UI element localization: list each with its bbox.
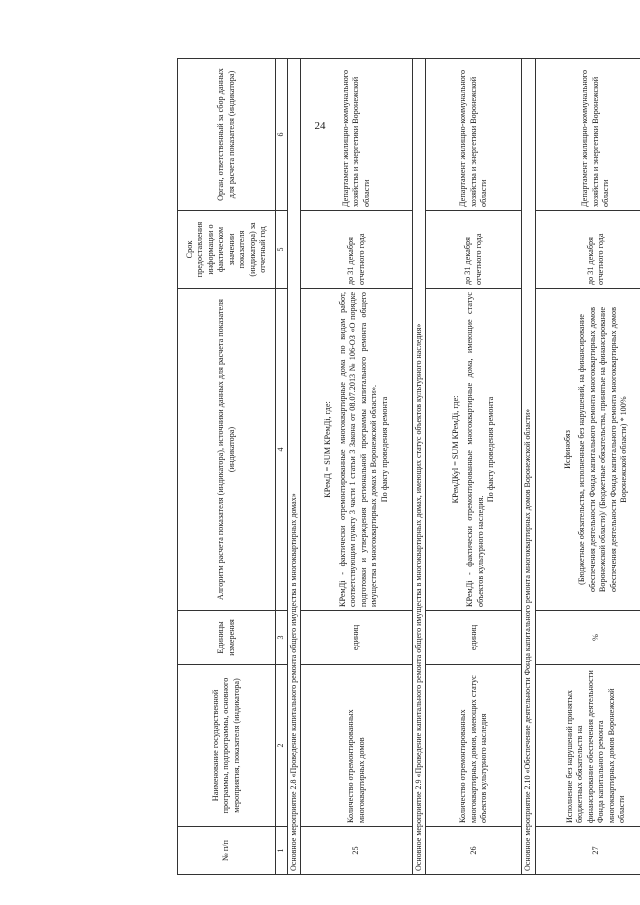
measure-title-row	[413, 59, 426, 875]
unit-cell: единиц	[301, 611, 413, 665]
formula: Исфинобяз	[562, 430, 572, 469]
measure-title: Основное мероприятие 2.10 «Обеспечение деятельности Фонда капитального ремонта многоквартирных домов Воронежской области»	[522, 59, 535, 875]
algorithm-cell	[301, 289, 413, 611]
table-row	[535, 59, 640, 875]
row-number: 26	[426, 827, 522, 875]
column-number: 6	[276, 59, 288, 211]
column-number-row	[276, 59, 288, 875]
rotated-table-container	[177, 59, 640, 875]
header-deadline: Срок предоставления информации о фактическом значении показателя (индикатора) за отчетный год	[178, 211, 276, 289]
indicator-name: Количество отремонтированных многоквартирных домов	[301, 665, 413, 827]
table-row	[426, 59, 522, 875]
data-source: По факту проведения ремонта	[379, 396, 389, 503]
indicators-table	[177, 58, 640, 875]
table-row	[301, 59, 413, 875]
formula: КРемДКуl = SUM КРемДi, где:	[450, 395, 460, 504]
deadline-cell: до 31 декабря отчетного года	[301, 211, 413, 289]
data-source: По факту проведения ремонта	[486, 396, 496, 503]
header-responsible: Орган, ответственный за сбор данных для расчета показателя (индикатора)	[178, 59, 276, 211]
column-number: 3	[276, 611, 288, 665]
measure-title-row	[522, 59, 535, 875]
unit-cell: единиц	[426, 611, 522, 665]
algorithm-description: КРемДi - фактически отремонтированные многоквартирные дома, имеющие статус объектов культурного наследия.	[465, 292, 485, 607]
header-unit: Единицы измерения	[178, 611, 276, 665]
responsible-cell: Департамент жилищно-коммунального хозяйства и энергетики Воронежской области	[301, 59, 413, 211]
column-number: 2	[276, 665, 288, 827]
unit-cell: %	[535, 611, 640, 665]
column-number: 1	[276, 827, 288, 875]
responsible-cell: Департамент жилищно-коммунального хозяйства и энергетики Воронежской области	[535, 59, 640, 211]
deadline-cell: до 31 декабря отчетного года	[535, 211, 640, 289]
algorithm-cell	[535, 289, 640, 611]
column-number: 4	[276, 289, 288, 611]
header-program-name: Наименование государственной программы, подпрограммы, основного мероприятия, показателя (индикатора)	[178, 665, 276, 827]
measure-title: Основное мероприятие 2.8 «Проведение капитального ремонта общего имущества в многоквартирных домах»	[288, 59, 301, 875]
indicator-name: Исполнение без нарушений принятых бюджетных обязательств на финансирование обеспечения деятельности Фонда капитального ремонта многоквартирных домов Воронежской области	[535, 665, 640, 827]
algorithm-cell	[426, 289, 522, 611]
formula: КРемД = SUM КРемДi, где:	[323, 401, 333, 498]
row-number: 25	[301, 827, 413, 875]
column-number: 5	[276, 211, 288, 289]
deadline-cell: до 31 декабря отчетного года	[426, 211, 522, 289]
header-number: № п/п	[178, 827, 276, 875]
header-row	[178, 59, 276, 875]
page-number: 24	[314, 120, 326, 132]
measure-title: Основное мероприятие 2.9 «Проведение капитального ремонта общего имущества в многоквартирных домах, имеющих статус объектов культурного наследия»	[413, 59, 426, 875]
row-number: 27	[535, 827, 640, 875]
responsible-cell: Департамент жилищно-коммунального хозяйства и энергетики Воронежской области	[426, 59, 522, 211]
algorithm-description: (Бюджетные обязательства, исполненные без нарушений, на финансирование обеспечения деятельности Фонда капитального ремонта многоквартирных домов Воронежской области)/ (Бюджетные обязательства, принятые на финансирование обеспечения деятельности Фонда капитального ремонта многоквартирных домов Воронежской области) * 100%	[577, 306, 629, 593]
algorithm-description: КРемДi - фактически отремонтированные многоквартирные дома по видам работ, соответствующим пункту 3 части 1 статьи 3 Закона от 08.07.2013 № 106-ОЗ «О порядке подготовки и утверждения региональной программы капитального ремонта общего имущества в многоквартирных домах в Воронежской области».	[337, 292, 379, 607]
measure-title-row	[288, 59, 301, 875]
indicator-name: Количество отремонтированных многоквартирных домов, имеющих статус объектов культурного наследия	[426, 665, 522, 827]
header-algorithm: Алгоритм расчета показателя (индикатора), источники данных для расчета показателя (индикатора)	[178, 289, 276, 611]
